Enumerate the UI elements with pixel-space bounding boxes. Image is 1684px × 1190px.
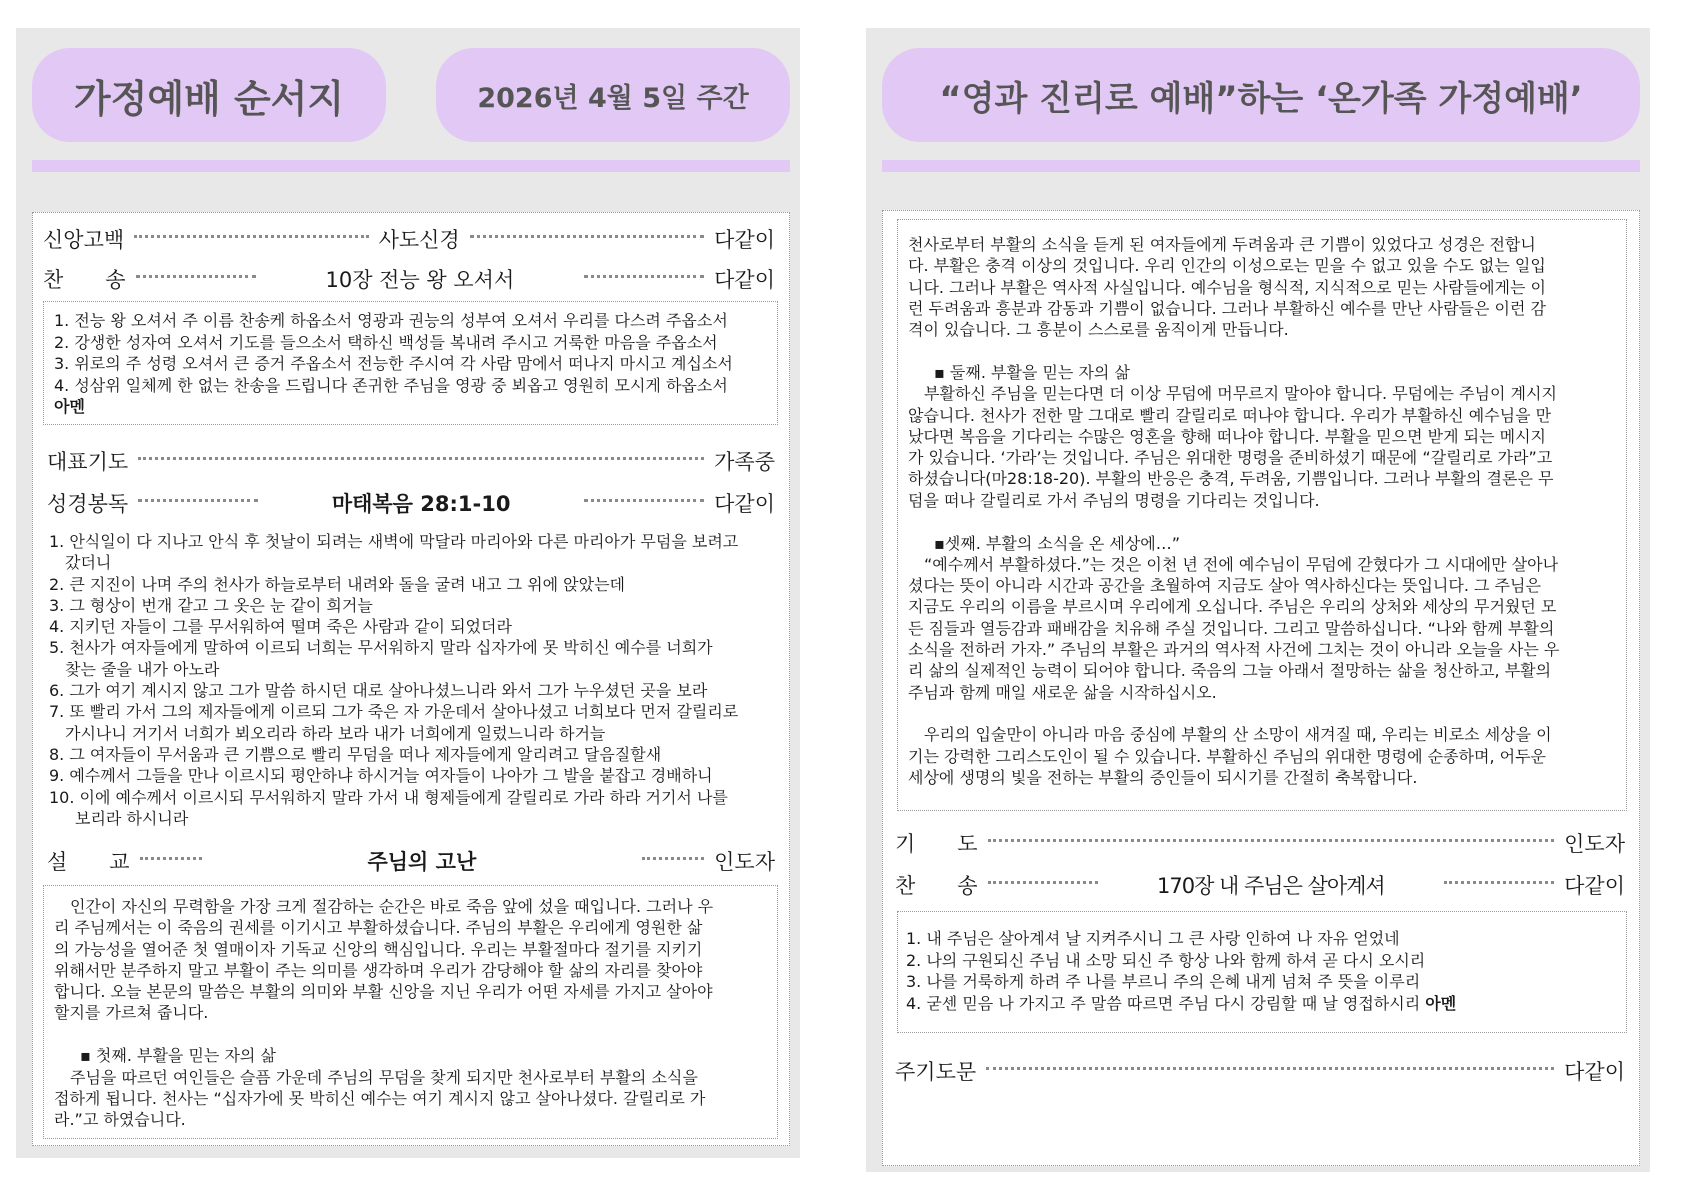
scripture-line: 9. 예수께서 그들을 만나 이르시되 평안하냐 하시거늘 여자들이 나아가 그 발을 붙잡고 경배하니 — [49, 766, 713, 786]
scripture-line: 가시나니 거기서 너희가 뵈오리라 하라 보라 내가 너희에게 일렀느니라 하거늘 — [65, 723, 606, 743]
scripture-line: 6. 그가 여기 계시지 않고 그가 말씀 하시던 대로 살아나셨느니라 와서 그가 누우셨던 곳을 보라 — [49, 681, 708, 701]
closing-who: 다같이 — [1564, 1060, 1625, 1084]
hymn-label: 찬 송 — [43, 268, 126, 292]
leader-dots — [584, 275, 704, 278]
leader-dots — [138, 457, 704, 460]
left-page — [16, 28, 800, 1158]
header-divider — [882, 160, 1640, 172]
sermon-who: 인도자 — [714, 850, 775, 874]
creed-row — [43, 221, 775, 257]
sermon-line: 라.”고 하였습니다. — [54, 1110, 186, 1130]
sermon-line: 위해서만 분주하지 말고 부활이 주는 의미를 생각하며 우리가 감당해야 할 삶의 자리를 찾아야 — [54, 960, 703, 980]
prayer-row — [895, 825, 1625, 861]
scripture-line: 3. 그 형상이 번개 같고 그 옷은 눈 같이 희거늘 — [49, 595, 373, 615]
creed-who: 다같이 — [714, 228, 776, 252]
sermon-line: 격이 있습니다. 그 흥분이 스스로를 움직이게 만듭니다. — [908, 320, 1289, 340]
leader-dots — [134, 235, 368, 238]
hymn-verse: 3. 위로의 주 성령 오셔서 큰 증거 주옵소서 전능한 주시여 각 사람 맘에서 떠나지 마시고 계십소서 — [54, 354, 733, 373]
sermon-line: 우리의 입술만이 아니라 마음 중심에 부활의 산 소망이 새겨질 때, 우리는 비로소 세상을 이 — [924, 725, 1552, 745]
scripture-text — [49, 531, 738, 829]
sermon-line: 주님을 따르던 여인들은 슬픔 가운데 주님의 무덤을 찾게 되지만 천사로부터 부활의 소식을 — [70, 1067, 698, 1087]
prayer-label: 기 도 — [895, 832, 978, 856]
sermon-line: 않습니다. 천사가 전한 말 그대로 빨리 갈릴리로 떠나야 합니다. 우리가 부활하신 예수님을 만 — [908, 405, 1552, 425]
sermon-line: 소식을 전하러 가자.” 주님의 부활은 과거의 역사적 사건에 그치는 것이 아니라 오늘을 사는 우 — [908, 640, 1560, 660]
sermon-box — [43, 885, 778, 1139]
leader-dots — [1444, 881, 1554, 884]
reading-who: 다같이 — [714, 492, 775, 516]
sermon-line: 인간이 자신의 무력함을 가장 크게 절감하는 순간은 바로 죽음 앞에 섰을 때입니다. 그러나 우 — [70, 897, 714, 916]
right-page — [866, 28, 1650, 1172]
closing-label: 주기도문 — [895, 1060, 977, 1084]
reading-row — [47, 485, 775, 521]
sermon-title: 주님의 고난 — [367, 850, 477, 874]
hymn-verse: 1. 전능 왕 오셔서 주 이름 찬송케 하옵소서 영광과 권능의 성부여 오셔서 우리를 다스려 주옵소서 — [54, 311, 728, 330]
hymn-verse: 4. 성삼위 일체께 한 없는 찬송을 드립니다 존귀한 주님을 영광 중 뵈옵고 영원히 모시게 하옵소서 — [54, 375, 728, 395]
theme-pill — [882, 48, 1640, 142]
scripture-line: 7. 또 빨리 가서 그의 제자들에게 이르되 그가 죽은 자 가운데서 살아나셨고 너희보다 먼저 갈릴리로 — [49, 702, 739, 722]
order-sheet — [882, 210, 1640, 1166]
hymn-verse: 2. 강생한 성자여 오셔서 기도를 들으소서 택하신 백성들 복내려 주시고 거룩한 마음을 주옵소서 — [54, 332, 718, 352]
leader-dots — [988, 839, 1555, 842]
scripture-line: 10. 이에 예수께서 이르시되 무서워하지 말라 가서 내 형제들에게 갈릴리로 가라 하라 거기서 나를 — [49, 787, 728, 807]
sermon-row — [47, 843, 775, 879]
sermon-line: 할지를 가르쳐 줍니다. — [54, 1003, 209, 1023]
sermon-line: 기는 강력한 그리스도인이 될 수 있습니다. 부활하신 주님의 위대한 명령에 순종하며, 어두운 — [908, 746, 1546, 766]
scripture-line: 2. 큰 지진이 나며 주의 천사가 하늘로부터 내려와 돌을 굴려 내고 그 위에 앉았는데 — [49, 574, 625, 594]
hymn-who: 다같이 — [1564, 874, 1625, 898]
order-sheet — [32, 212, 790, 1146]
hymn-verse: 3. 나를 거룩하게 하려 주 나를 부르니 주의 은혜 내게 넘쳐 주 뜻을 이루리 — [906, 972, 1421, 991]
prayer-row — [47, 443, 775, 479]
sermon-line: 다. 부활은 충격 이상의 것입니다. 우리 인간의 이성으로는 믿을 수 없고 있을 수도 없는 일입 — [908, 256, 1546, 276]
scripture-line: 4. 지키던 자들이 그를 무서워하여 떨며 죽은 사람과 같이 되었더라 — [49, 617, 512, 637]
page-title: 가정예배 순서지 — [73, 76, 345, 121]
sermon-continued-box — [897, 219, 1627, 811]
creed-label: 신앙고백 — [43, 228, 125, 252]
hymn-verse: 2. 나의 구원되신 주님 내 소망 되신 주 항상 나와 함께 하셔 곧 다시 오시리 — [906, 950, 1426, 970]
hymn-verse: 4. 굳센 믿음 나 가지고 주 말씀 따르면 주님 다시 강림할 때 날 영접하시리 — [906, 993, 1421, 1013]
leader-dots — [138, 499, 258, 502]
hymn-verse: 1. 내 주님은 살아계셔 날 지켜주시니 그 큰 사랑 인하여 나 자유 얻었네 — [906, 929, 1400, 948]
sermon-label: 설 교 — [47, 850, 130, 874]
leader-dots — [986, 1067, 1554, 1070]
scripture-line: 보리라 하시니라 — [75, 808, 189, 828]
sermon-line: 났다면 복음을 기다리는 수많은 영혼을 향해 떠나야 합니다. 부활을 믿으면 받게 되는 메시지 — [908, 426, 1546, 446]
sermon-line: 가 있습니다. ‘가라’는 것입니다. 주님은 위대한 명령을 준비하셨기 때문에 “갈릴리로 가라”고 — [908, 448, 1553, 468]
sermon-line: 주님과 함께 매일 새로운 삶을 시작하십시오. — [908, 682, 1217, 702]
closing-row — [895, 1053, 1625, 1089]
sermon-line: 천사로부터 부활의 소식을 듣게 된 여자들에게 두려움과 큰 기쁨이 있었다고 성경은 전합니 — [908, 235, 1536, 254]
amen: 아멘 — [54, 397, 85, 416]
sermon-subheading: ▪ 둘째. 부활을 믿는 자의 삶 — [934, 362, 1130, 382]
hymn-who: 다같이 — [714, 268, 775, 292]
amen: 아멘 — [1425, 993, 1457, 1013]
sermon-line: 셨다는 뜻이 아니라 시간과 공간을 초월하여 지금도 살아 역사하신다는 뜻입니다. 그 주님은 — [908, 576, 1541, 596]
hymn-title: 170장 내 주님은 살아계셔 — [1157, 874, 1385, 898]
creed-title: 사도신경 — [378, 228, 460, 252]
sermon-line: 부활하신 주님을 믿는다면 더 이상 무덤에 머무르지 말아야 합니다. 무덤에는 주님이 계시지 — [924, 384, 1557, 404]
theme-title: “영과 진리로 예배”하는 ‘온가족 가정예배’ — [939, 78, 1583, 119]
hymn-lyrics-box — [897, 911, 1627, 1033]
sermon-line: 니다. 그러나 부활은 역사적 사실입니다. 예수님을 형식적, 지식적으로 믿는 사람들에게는 이 — [908, 277, 1546, 297]
sermon-line: 리 삶의 실제적인 능력이 되어야 합니다. 죽음의 그늘 아래서 절망하는 삶을 청산하고, 부활의 — [908, 661, 1552, 681]
sermon-line: 리 주님께서는 이 죽음의 권세를 이기시고 부활하셨습니다. 주님의 부활은 우리에게 영원한 삶 — [54, 918, 703, 938]
hymn-title: 10장 전능 왕 오셔서 — [325, 268, 515, 292]
reading-title: 마태복음 28:1-10 — [331, 492, 511, 516]
hymn-lyrics-box — [43, 301, 778, 425]
leader-dots — [988, 881, 1098, 884]
title-pill — [32, 48, 386, 142]
leader-dots — [136, 275, 256, 278]
sermon-line: 합니다. 오늘 본문의 말씀은 부활의 의미와 부활 신앙을 지닌 우리가 어떤 자세를 가지고 살아야 — [54, 982, 713, 1002]
sermon-line: 덤을 떠나 갈릴리로 가서 주님의 명령을 기다리는 것입니다. — [908, 490, 1320, 510]
hymn-row — [43, 261, 775, 297]
reading-label: 성경봉독 — [47, 492, 129, 516]
week-date: 2026년 4월 5일 주간 — [477, 82, 749, 114]
hymn-row — [895, 867, 1625, 903]
sermon-line: 런 두려움과 흥분과 감동과 기쁨이 없습니다. 그러나 부활하신 예수를 만난 사람들은 이런 감 — [908, 298, 1546, 318]
date-pill — [436, 48, 790, 142]
sermon-line — [54, 1024, 713, 1046]
prayer-who: 가족중 — [714, 450, 775, 474]
sermon-subheading: ▪ 첫째. 부활을 믿는 자의 삶 — [80, 1046, 276, 1066]
leader-dots — [642, 857, 704, 860]
scripture-line: 5. 천사가 여자들에게 말하여 이르되 너희는 무서워하지 말라 십자가에 못 박히신 예수를 너희가 — [49, 638, 713, 658]
prayer-label: 대표기도 — [47, 450, 129, 474]
leader-dots — [584, 499, 704, 502]
sermon-subheading: ▪셋째. 부활의 소식을 온 세상에…” — [934, 533, 1181, 553]
scripture-line: 8. 그 여자들이 무서움과 큰 기쁨으로 빨리 무덤을 떠나 제자들에게 알리려고 달음질할새 — [49, 744, 662, 764]
sermon-line: 접하게 됩니다. 천사는 “십자가에 못 박히신 예수는 여기 계시지 않고 살아나셨다. 갈릴리로 가 — [54, 1088, 706, 1108]
leader-dots — [470, 235, 704, 238]
header-divider — [32, 160, 790, 172]
sermon-line — [908, 703, 1559, 725]
sermon-line — [908, 511, 1559, 533]
scripture-line: 1. 안식일이 다 지나고 안식 후 첫날이 되려는 새벽에 막달라 마리아와 다른 마리아가 무덤을 보려고 — [49, 532, 739, 551]
hymn-label: 찬 송 — [895, 874, 978, 898]
leader-dots — [140, 857, 202, 860]
scripture-line: 갔더니 — [65, 553, 112, 573]
sermon-line: 하셨습니다(마28:18-20). 부활의 반응은 충격, 두려움, 기쁨입니다. 그러나 부활의 결론은 무 — [908, 469, 1554, 489]
sermon-line: 의 가능성을 열어준 첫 열매이자 기독교 신앙의 핵심입니다. 우리는 부활절마다 절기를 지키기 — [54, 939, 703, 959]
scripture-line: 찾는 줄을 내가 아노라 — [65, 659, 220, 679]
prayer-who: 인도자 — [1564, 832, 1625, 856]
sermon-line: 세상에 생명의 빛을 전하는 부활의 증인들이 되시기를 간절히 축복합니다. — [908, 768, 1418, 788]
sermon-line — [908, 340, 1559, 362]
sermon-line: “예수께서 부활하셨다.”는 것은 이천 년 전에 예수님이 무덤에 갇혔다가 그 시대에만 살아나 — [924, 554, 1559, 574]
sermon-line: 지금도 우리의 이름을 부르시며 우리에게 오십니다. 주님은 우리의 상처와 세상의 무거웠던 모 — [908, 597, 1557, 617]
sermon-line: 든 짐들과 열등감과 패배감을 치유해 주실 것입니다. 그리고 말씀하십니다. “나와 함께 부활의 — [908, 618, 1555, 638]
